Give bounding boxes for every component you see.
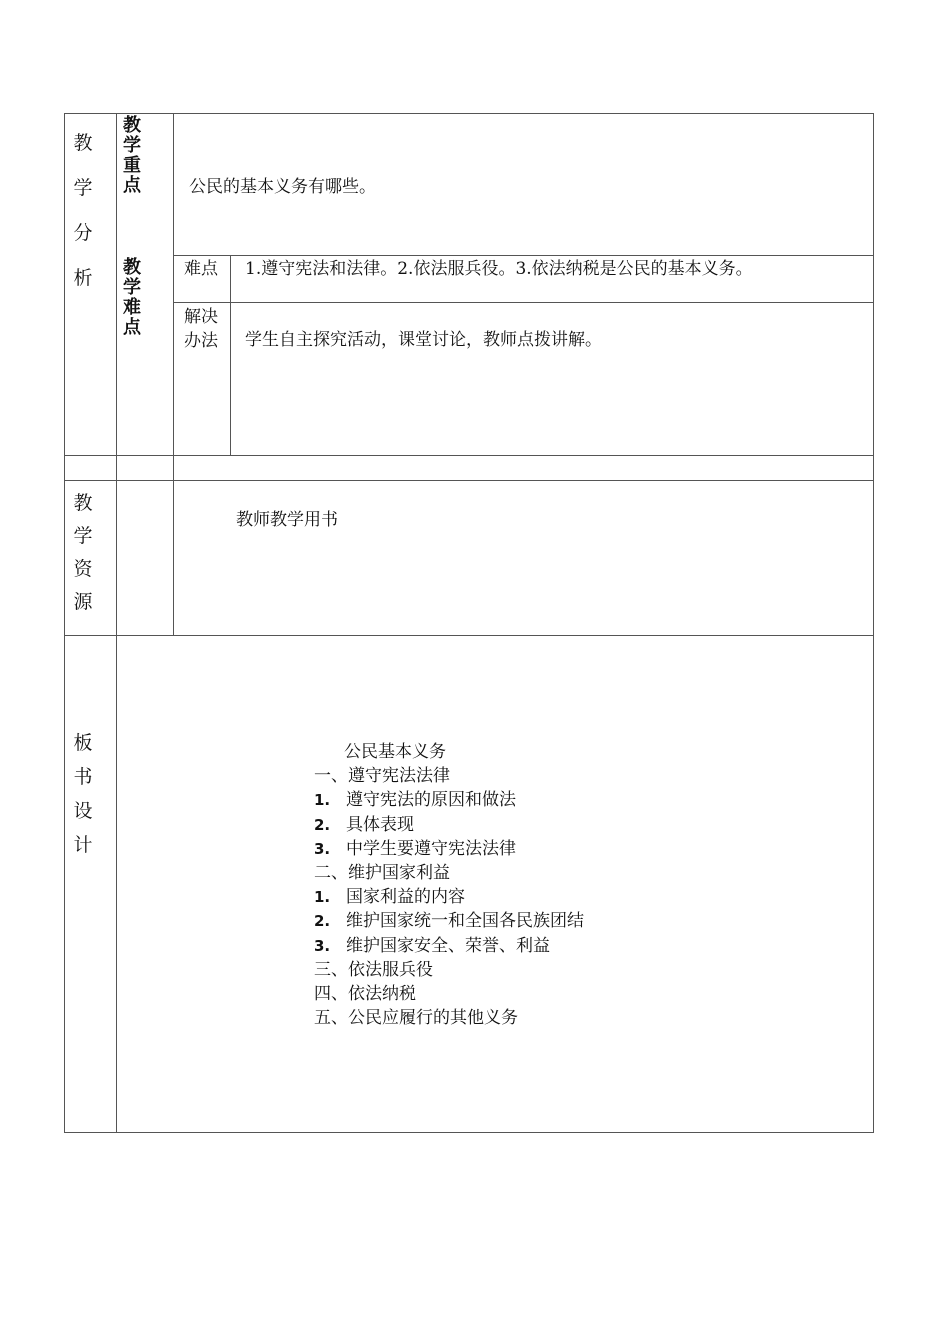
row-divider	[64, 480, 874, 481]
difficulty-sub-label: 难点	[184, 259, 218, 279]
resources-text: 教师教学用书	[236, 510, 338, 530]
analysis-section-label: 教 学 分 析	[73, 132, 93, 289]
row-divider	[64, 455, 874, 456]
difficulty-label: 教 学 难 点	[123, 257, 141, 338]
row-divider	[173, 302, 874, 303]
row-divider	[64, 635, 874, 636]
resources-section-label: 教 学 资 源	[73, 492, 93, 613]
list-item: 一、遵守宪法法律	[314, 766, 450, 787]
column-divider	[116, 113, 117, 1133]
solution-label-line2: 办法	[184, 331, 218, 351]
board-outline	[314, 740, 584, 1030]
key-point-text: 公民的基本义务有哪些。	[189, 177, 376, 197]
column-divider	[173, 113, 174, 636]
table-border-left	[64, 113, 65, 1133]
list-item: 二、维护国家利益	[314, 863, 450, 884]
list-item: 三、依法服兵役	[314, 959, 433, 980]
board-title: 公民基本义务	[344, 742, 446, 762]
column-divider	[230, 255, 231, 455]
list-item: 五、公民应履行的其他义务	[314, 1008, 518, 1029]
key-point-label: 教 学 重 点	[123, 115, 141, 196]
list-item: 四、依法纳税	[314, 984, 416, 1005]
table-border-top	[64, 113, 874, 114]
list-item: 2. 具体表现	[314, 814, 414, 835]
list-item: 3. 维护国家安全、荣誉、利益	[314, 935, 550, 956]
solution-text: 学生自主探究活动，课堂讨论，教师点拨讲解。	[245, 330, 602, 350]
row-divider	[173, 255, 874, 256]
board-section-label: 板 书 设 计	[73, 732, 93, 856]
difficulty-text: 1.遵守宪法和法律。2.依法服兵役。3.依法纳税是公民的基本义务。	[245, 259, 753, 279]
list-item: 2. 维护国家统一和全国各民族团结	[314, 911, 584, 932]
solution-label-line1: 解决	[184, 307, 218, 327]
list-item: 1. 国家利益的内容	[314, 887, 465, 908]
table-border-right	[873, 113, 874, 1133]
list-item: 3. 中学生要遵守宪法法律	[314, 838, 516, 859]
list-item: 1. 遵守宪法的原因和做法	[314, 790, 516, 811]
table-border-bottom	[64, 1132, 874, 1133]
